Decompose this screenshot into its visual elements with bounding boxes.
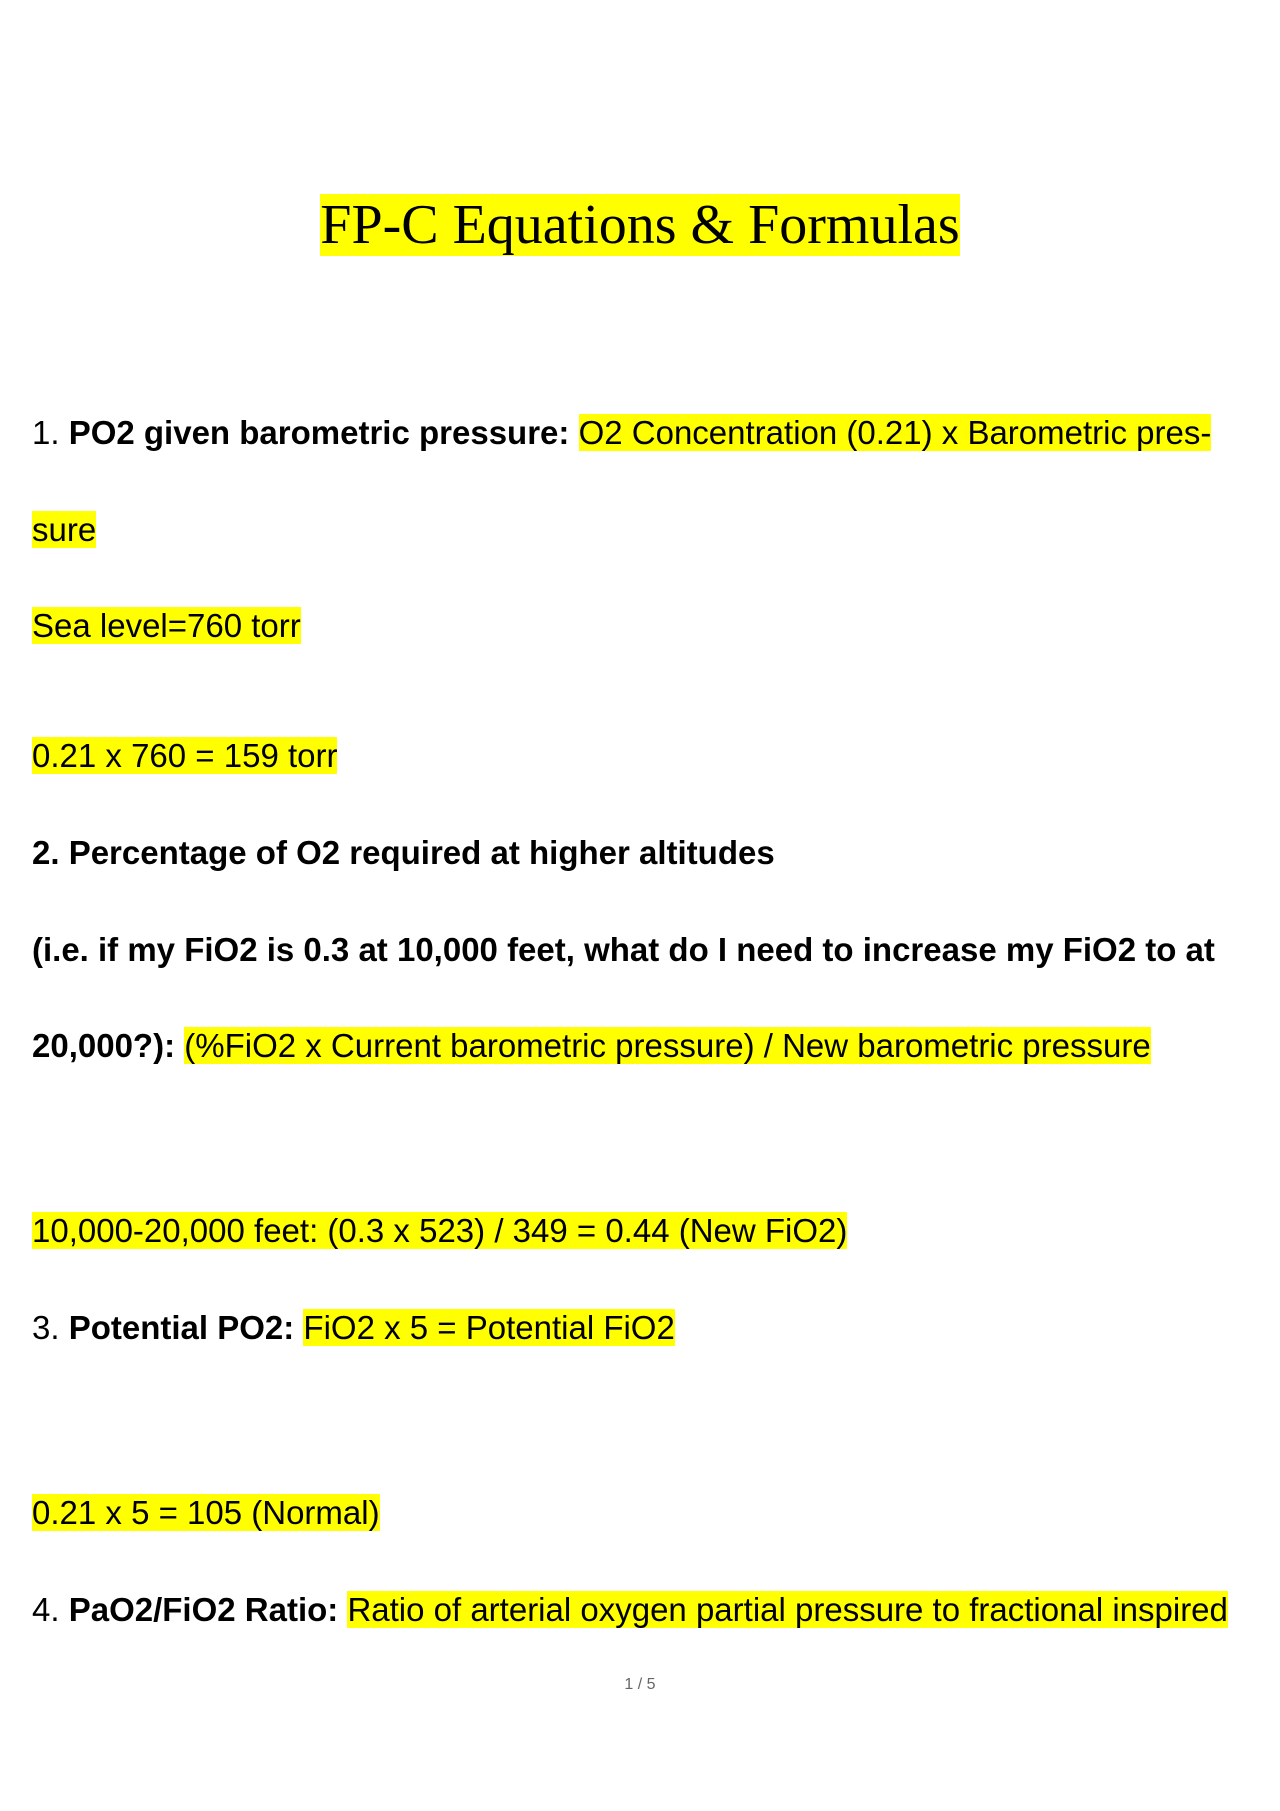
item4-number: 4.	[32, 1591, 60, 1628]
item1-label: PO2 given barometric pressure:	[68, 414, 570, 451]
item1-note	[32, 604, 301, 648]
item3-example-text: 0.21 x 5 = 105 (Normal)	[32, 1494, 380, 1531]
item1-line	[32, 411, 1211, 455]
item1-example-text: 0.21 x 760 = 159 torr	[32, 737, 338, 774]
item2-example-text: 10,000-20,000 feet: (0.3 x 523) / 349 = 0.44 (New FiO2)	[32, 1212, 848, 1249]
item3-label: Potential PO2:	[68, 1309, 295, 1346]
item4-line	[32, 1588, 1228, 1632]
page-number: 1 / 5	[624, 1676, 656, 1693]
item1-formula: O2 Concentration (0.21) x Barometric pres-	[578, 414, 1212, 451]
item4-formula: Ratio of arterial oxygen partial pressure to fractional inspired	[347, 1591, 1228, 1628]
item4-label: PaO2/FiO2 Ratio:	[68, 1591, 339, 1628]
title-text: FP-C Equations & Formulas	[320, 194, 960, 256]
item3-example	[32, 1491, 380, 1535]
item1-formula-cont	[32, 508, 96, 552]
item3-formula: FiO2 x 5 = Potential FiO2	[303, 1309, 675, 1346]
page-title	[0, 188, 1280, 262]
item2-formula-line	[32, 1024, 1151, 1068]
item1-number: 1.	[32, 414, 60, 451]
item2-formula: (%FiO2 x Current barometric pressure) / New barometric pressure	[184, 1027, 1151, 1064]
item1-note-text: Sea level=760 torr	[32, 607, 301, 644]
item2-example	[32, 1209, 847, 1253]
item3-line	[32, 1306, 675, 1350]
item1-example	[32, 734, 337, 778]
item2-heading: 2. Percentage of O2 required at higher altitudes	[32, 834, 775, 871]
item1-formula-end: sure	[32, 511, 97, 548]
item3-number: 3.	[32, 1309, 60, 1346]
item2-question: (i.e. if my FiO2 is 0.3 at 10,000 feet, what do I need to increase my FiO2 to at	[32, 931, 1215, 968]
item2-question-end: 20,000?):	[32, 1027, 176, 1064]
